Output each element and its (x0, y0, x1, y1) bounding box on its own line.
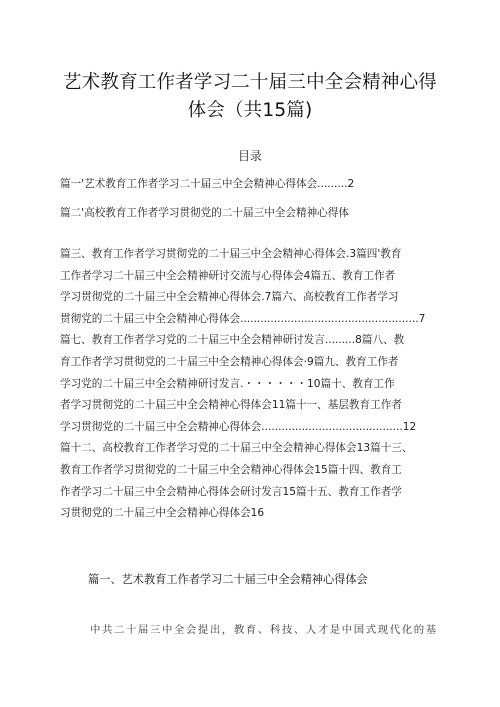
toc-line: 者学习贯彻党的二十届三中全会精神心得体会11篇十一、基层教育工作者 (60, 399, 402, 412)
document-title-line-1: 艺术教育工作者学习二十届三中全会精神心得 (62, 72, 437, 93)
toc-line: 教育工作者学习贯彻党的二十届三中全会精神心得体会15篇十四、教育工 (60, 463, 402, 476)
toc-line: 学习贯彻党的二十届三中全会精神心得体会.7篇六、高校教育工作者学习 (60, 291, 399, 304)
body-paragraph-line: 中共二十届三中全会提出，教育、科技、人才是中国式现代化的基 (90, 624, 438, 636)
toc-entry: 篇二'高校教育工作者学习贯彻党的二十届三中全会精神心得体 (60, 207, 349, 219)
toc-heading: 目录 (237, 149, 262, 163)
toc-paragraph (60, 244, 450, 525)
toc-line: 作者学习二十届三中全会精神心得体会研讨发言15篇十五、教育工作者学 (60, 485, 402, 498)
toc-line: 篇七、教育工作者学习党的二十届三中全会精神研讨发言.........8篇八、教 (60, 334, 405, 347)
toc-line: 篇十二、高校教育工作者学习党的二十届三中全会精神心得体会13篇十三、 (60, 442, 413, 455)
toc-line: 习贯彻党的二十届三中全会精神心得体会16 (60, 507, 265, 520)
toc-line: 贯彻党的二十届三中全会精神心得体会.....................................................7 (60, 312, 426, 325)
document-title-line-2: 体会（共15篇) (187, 100, 313, 121)
toc-line: 育工作者学习贯彻党的二十届三中全会精神心得体会·9篇九、教育工作者 (60, 355, 399, 368)
section-heading: 篇一、艺术教育工作者学习二十届三中全会精神心得体会 (88, 573, 368, 586)
toc-line: 学习党的二十届三中全会精神研讨发言.・・・・・・10篇十、教育工作 (60, 377, 395, 390)
toc-line: 篇三、教育工作者学习贯彻党的二十届三中全会精神心得体会.3篇四'教育 (60, 248, 402, 260)
toc-line: 工作者学习二十届三中全会精神研讨交流与心得体会4篇五、教育工作者 (60, 269, 396, 282)
toc-line: 学习贯彻党的二十届三中全会精神心得体会..........................................12 (60, 420, 417, 433)
toc-entry: 篇一'艺术教育工作者学习二十届三中全会精神心得体会.........2 (60, 178, 355, 190)
